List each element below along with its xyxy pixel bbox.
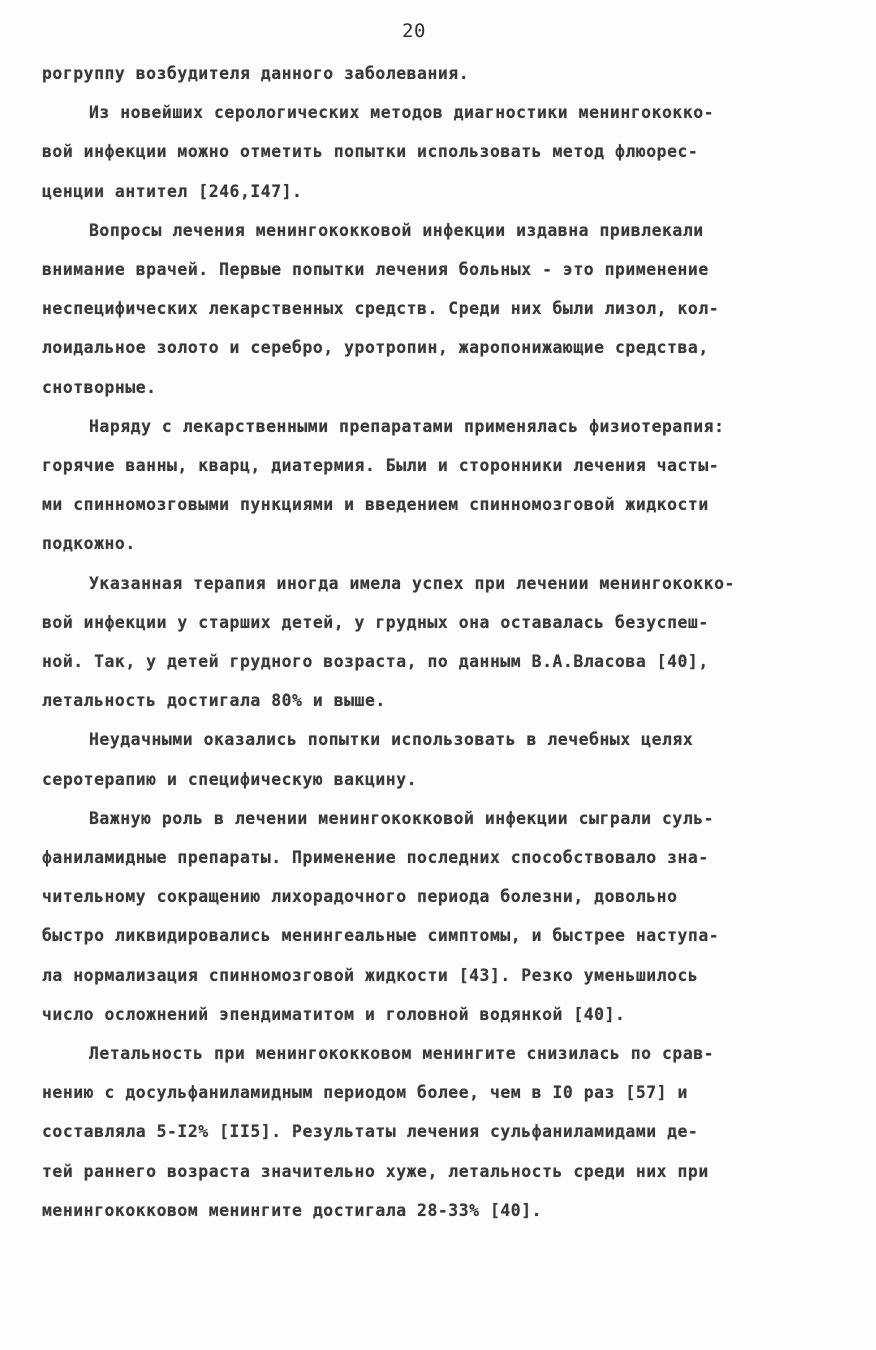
page-number: 20 xyxy=(402,20,426,42)
text-line: Летальность при менингококковом менингите снизилась по срав- xyxy=(89,1044,715,1064)
text-line: менингококковом менингите достигала 28-33% [40]. xyxy=(42,1200,543,1220)
text-line: ми спинномозговыми пункциями и введением спинномозговой жидкости xyxy=(42,495,709,515)
paragraph-3 xyxy=(42,211,812,407)
paragraph-8 xyxy=(42,1034,812,1230)
text-line: Важную роль в лечении менингококковой инфекции сыграли суль- xyxy=(89,808,715,828)
text-line: фаниламидные препараты. Применение последних способствовало зна- xyxy=(42,848,709,868)
text-line: Вопросы лечения менингококковой инфекции издавна привлекали xyxy=(89,220,704,240)
text-line: нению с досульфаниламидным периодом более, чем в I0 раз [57] и xyxy=(42,1083,688,1103)
text-line: составляла 5-I2% [II5]. Результаты лечения сульфаниламидами де- xyxy=(42,1122,699,1142)
text-line: ной. Так, у детей грудного возраста, по данным В.А.Власова [40], xyxy=(42,652,709,672)
text-line: вой инфекции можно отметить попытки использовать метод флюорес- xyxy=(42,142,699,162)
text-line: внимание врачей. Первые попытки лечения больных - это применение xyxy=(42,260,709,280)
text-line: Указанная терапия иногда имела успех при лечении менингококко- xyxy=(89,573,735,593)
paragraph-1 xyxy=(42,54,812,93)
text-line: число осложнений эпендиматитом и головной водянкой [40]. xyxy=(42,1004,626,1024)
text-line: вой инфекции у старших детей, у грудных она оставалась безуспеш- xyxy=(42,612,709,632)
paragraph-7 xyxy=(42,799,812,1034)
text-line: подкожно. xyxy=(42,534,136,554)
text-line: ла нормализация спинномозговой жидкости [43]. Резко уменьшилось xyxy=(42,965,699,985)
text-line: снотворные. xyxy=(42,377,157,397)
paragraph-4 xyxy=(42,407,812,564)
text-line: летальность достигала 80% и выше. xyxy=(42,691,386,711)
text-line: лоидальное золото и серебро, уротропин, жаропонижающие средства, xyxy=(42,338,709,358)
body-text xyxy=(42,54,812,1230)
text-line: чительному сокращению лихорадочного периода болезни, довольно xyxy=(42,887,678,907)
text-line: Наряду с лекарственными препаратами применялась физиотерапия: xyxy=(89,416,725,436)
text-line: горячие ванны, кварц, диатермия. Были и сторонники лечения часты- xyxy=(42,456,720,476)
paragraph-6 xyxy=(42,720,812,798)
text-line: Из новейших серологических методов диагностики менингококко- xyxy=(89,103,715,123)
paragraph-5 xyxy=(42,564,812,721)
paragraph-2 xyxy=(42,93,812,211)
text-line: серотерапию и специфическую вакцину. xyxy=(42,769,418,789)
text-line: Неудачными оказались попытки использовать в лечебных целях xyxy=(89,730,694,750)
text-line: ценции антител [246,I47]. xyxy=(42,181,303,201)
text-line: неспецифических лекарственных средств. Среди них были лизол, кол- xyxy=(42,299,720,319)
text-line: быстро ликвидировались менингеальные симптомы, и быстрее наступа- xyxy=(42,926,720,946)
text-line: рогруппу возбудителя данного заболевания. xyxy=(42,64,470,83)
text-line: тей раннего возраста значительно хуже, летальность среди них при xyxy=(42,1161,709,1181)
